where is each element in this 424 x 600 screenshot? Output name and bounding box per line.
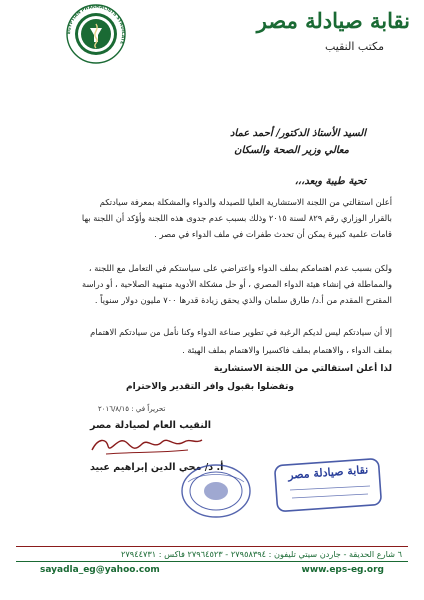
body-line: أعلن استقالتي من اللجنة الاستشارية العليا للصيدلة والدواء والمشكلة بمعرفة سيادتكم: [99, 197, 392, 207]
addressee-title: معالي وزير الصحة والسكان: [234, 145, 349, 156]
greeting: تحية طيبة وبعد،،،: [294, 176, 366, 187]
footer-website: www.eps-eg.org: [301, 565, 384, 575]
body-line: بالقرار الوزاري رقم ٨٢٩ لسنة ٢٠١٥ وذلك بسبب عدم جدوى هذه اللجنة وأؤكد أن اللجنة بها: [81, 213, 392, 223]
body-line: قامات علمية كبيرة يمكن أن تحدث طفرات في ملف الدواء في مصر .: [154, 229, 392, 239]
signer-title: النقيب العام لصيادلة مصر: [90, 420, 212, 431]
syndicate-emblem-icon: [52, 4, 140, 64]
office-name: مكتب النقيب: [325, 40, 384, 53]
letterhead: [0, 0, 424, 68]
stamp-text: نقابة صيادلة مصر: [287, 463, 369, 482]
body-line: بملف الدواء ، والاهتمام بملف فاكسيرا والاهتمام بملف الهيئة .: [182, 345, 392, 355]
org-name: نقابة صيادلة مصر: [256, 8, 410, 33]
resignation-statement: لذا أعلن استقالتي من اللجنة الاستشارية: [213, 364, 392, 374]
footer-divider-red: [16, 546, 408, 547]
footer-divider-green: [16, 561, 408, 562]
official-stamp-icon: [270, 452, 388, 516]
signer-name: أ. د/ محي الدين إبراهيم عبيد: [90, 462, 224, 473]
footer-email: sayadla_eg@yahoo.com: [40, 565, 160, 575]
emblem-ring-text: EGYPTIAN PHARMACISTS SYNDICATE: [66, 4, 126, 45]
signature-icon: [88, 432, 206, 458]
round-stamp-icon: [176, 462, 256, 520]
body-line: المقترح المقدم من أ.د/ طارق سلمان والذي يحقق زيادة قدرها ٧٠٠ مليون دولار سنوياً .: [94, 295, 392, 305]
letter-date: تحريراً في : ٢٠١٦/٨/١٥: [98, 405, 166, 413]
footer-address: ٦ شارع الحديقة - جاردن سيتي تليفون : ٢٧٩٥٨٣٩٤ - ٢٧٩٦٤٥٢٣ فاكس : ٢٧٩٤٤٧٣١: [121, 549, 402, 559]
body-line: ولكن بسبب عدم اهتمامكم بملف الدواء واعتراضي على سياستكم في التعامل مع اللجنة ،: [88, 263, 392, 273]
addressee-name: السيد الأستاذ الدكتور/ أحمد عماد: [229, 128, 366, 139]
closing-line: وتفضلوا بقبول وافر التقدير والاحترام: [125, 382, 294, 392]
body-line: والمماطلة في إنشاء هيئة الدواء المصري ، أو حل مشكلة الأدوية منتهية الصلاحية ، أو دراسة: [82, 279, 392, 289]
body-line: إلا أن سيادتكم ليس لديكم الرغبة في تطوير صناعة الدواء وكنا نأمل من سيادتكم الاهتمام: [90, 327, 392, 337]
